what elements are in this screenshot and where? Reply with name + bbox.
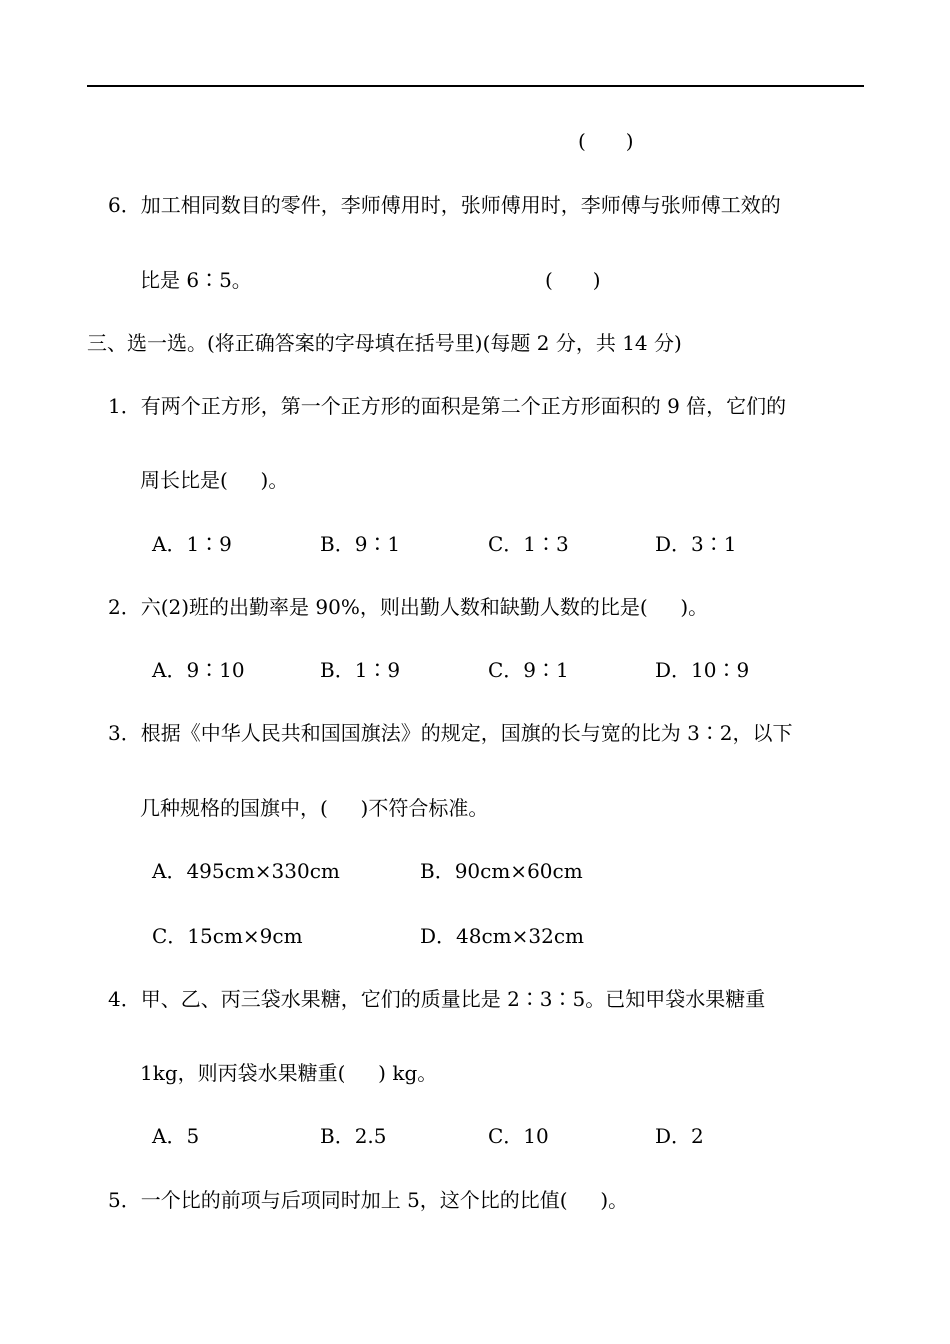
option-c: C．9∶1 [488,658,569,682]
answer-parentheses: ( ) [545,268,601,292]
question-2-line-1: 2．六(2)班的出勤率是 90%，则出勤人数和缺勤人数的比是( )。 [108,595,709,619]
option-a: A．495cm×330cm [152,859,340,883]
question-4-line-1: 4．甲、乙、丙三袋水果糖，它们的质量比是 2∶3∶5。已知甲袋水果糖重 [108,987,766,1011]
option-b: B．1∶9 [320,658,401,682]
option-a: A．1∶9 [152,532,232,556]
header-rule [87,85,864,87]
question-4-line-2: 1kg，则丙袋水果糖重( ) kg。 [140,1061,438,1085]
question-5-line-1: 5．一个比的前项与后项同时加上 5，这个比的比值( )。 [108,1188,629,1212]
section-heading: 三、选一选。(将正确答案的字母填在括号里)(每题 2 分，共 14 分) [87,331,682,355]
option-c: C．15cm×9cm [152,924,303,948]
option-d: D．2 [655,1124,704,1148]
answer-parentheses: ( ) [578,129,634,153]
option-a: A．9∶10 [152,658,245,682]
question-1-line-2: 周长比是( )。 [140,468,289,492]
question-3-line-2: 几种规格的国旗中，( )不符合标准。 [140,796,489,820]
option-c: C．10 [488,1124,549,1148]
option-d: D．10∶9 [655,658,750,682]
question-3-line-1: 3．根据《中华人民共和国国旗法》的规定，国旗的长与宽的比为 3∶2，以下 [108,721,793,745]
option-d: D．3∶1 [655,532,737,556]
option-b: B．9∶1 [320,532,401,556]
question-1-line-1: 1．有两个正方形，第一个正方形的面积是第二个正方形面积的 9 倍，它们的 [108,394,787,418]
question-6-line-2: 比是 6∶5。 [140,268,252,292]
option-d: D．48cm×32cm [420,924,585,948]
option-a: A．5 [152,1124,200,1148]
question-6-line-1: 6．加工相同数目的零件，李师傅用时，张师傅用时，李师傅与张师傅工效的 [108,193,781,217]
option-b: B．90cm×60cm [420,859,583,883]
option-c: C．1∶3 [488,532,569,556]
option-b: B．2.5 [320,1124,387,1148]
